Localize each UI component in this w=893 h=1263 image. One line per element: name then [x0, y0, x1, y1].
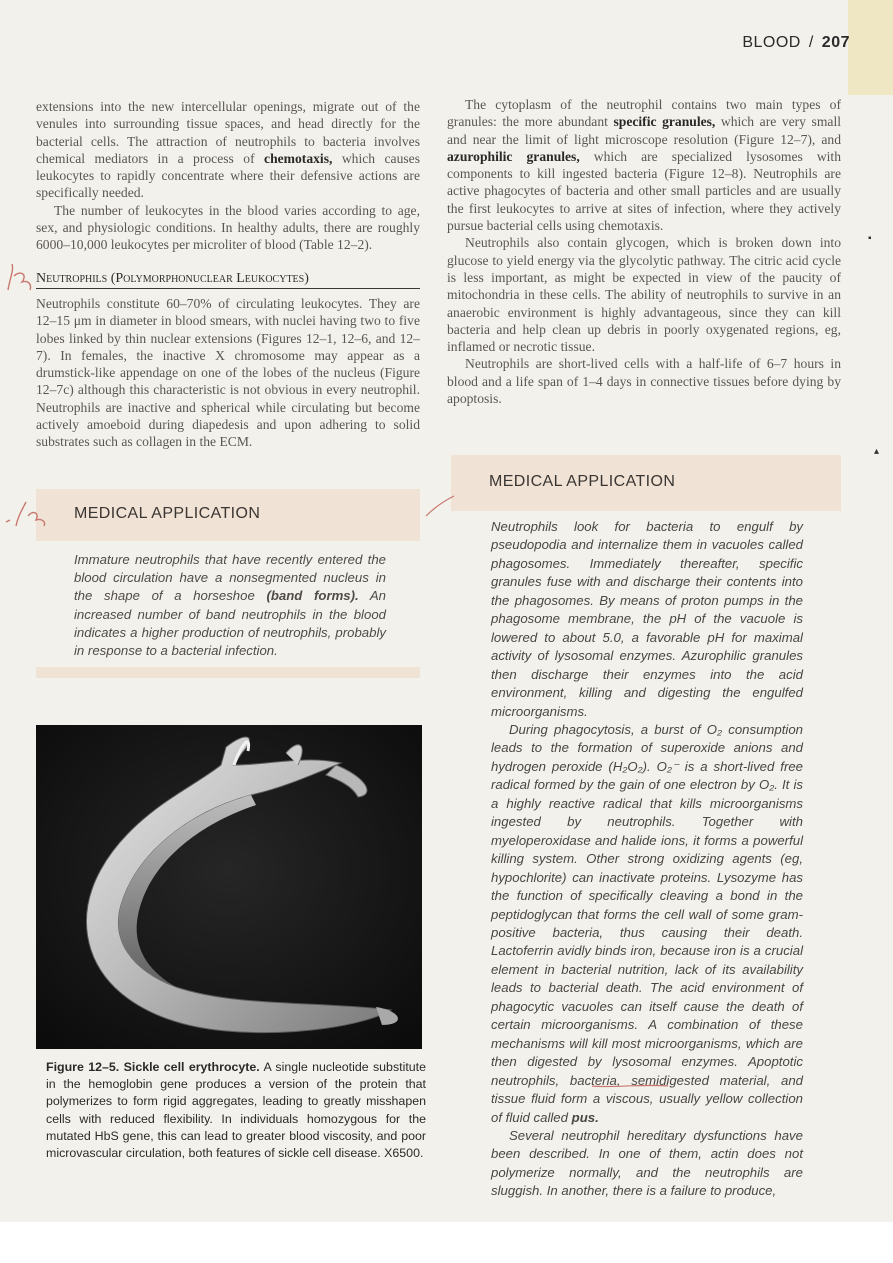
page-number: 207	[821, 34, 850, 51]
term-azurophilic-granules: azurophilic granules,	[447, 148, 580, 164]
paragraph: The number of leukocytes in the blood varies according to age, sex, and physiologic conditions. In healthy adults, there are roughly 6000–10,000 leukocytes per microliter of blood (Table 12–2).	[36, 202, 420, 253]
paragraph: Neutrophils constitute 60–70% of circulating leukocytes. They are 12–15 μm in diameter in blood smears, with nuclei having two to five lobes linked by thin nuclear extensions (Figures 12–1, 12–6, and 12–7). In females, the inactive X chromosome may appear as a drumstick-like appendage on one of the lobes of the nucleus (Figure 12–7c) although this characteristic is not obvious in every neutrophil. Neutrophils are inactive and spherical while circulating but become actively amoeboid during diapedesis and upon adhering to solid substrates such as collagen in the ECM.	[36, 295, 420, 450]
body-text: An increased number of band neutrophils in the blood indicates a higher production of neutrophils, probably in response to a bacterial infection.	[74, 588, 386, 659]
paragraph-text: which are specialized lysosomes with components to kill ingested bacteria (Figure 12–8). Neutrophils are active phagocytes of bacteria and other small particles and are usually the first leukocytes to arrive at sites of infection, where they actively pursue bacterial cells using chemotaxis.	[447, 148, 841, 234]
paragraph-text: which are very small and near the limit of light microscope resolution (Figure 12–7), and	[447, 114, 841, 147]
medical-application-title: MEDICAL APPLICATION	[74, 505, 261, 522]
term-chemotaxis: chemotaxis,	[264, 150, 333, 166]
margin-bullet: ▪	[868, 233, 872, 244]
page-bottom-margin	[0, 1222, 893, 1263]
medical-application-header	[36, 489, 420, 541]
paragraph	[447, 96, 841, 234]
paragraph-text: which causes leukocytes to rapidly concentrate where their defensive actions are specifically needed.	[36, 150, 420, 201]
handwritten-mark	[0, 492, 60, 536]
medical-application-header	[451, 455, 841, 511]
paragraph	[36, 98, 420, 202]
figure-caption	[46, 1059, 426, 1162]
paragraph-text: extensions into the new intercellular openings, migrate out of the venules into surrounding tissue spaces, and head directly for the bacterial cells. The attraction of neutrophils to bacteria involves chemical mediators in a process of	[36, 99, 420, 166]
medical-application-body	[491, 518, 803, 1201]
paragraph	[491, 721, 803, 1127]
handwritten-underline	[590, 1080, 670, 1090]
paragraph: Neutrophils are short-lived cells with a half-life of 6–7 hours in blood and a life span of 1–4 days in connective tissues before dying by apoptosis.	[447, 356, 841, 407]
paragraph-text: The cytoplasm of the neutrophil contains two main types of granules: the more abundant	[447, 97, 841, 130]
term-specific-granules: specific granules,	[613, 114, 716, 130]
running-header	[700, 34, 850, 52]
term-pus: pus.	[571, 1109, 599, 1125]
box-divider	[36, 667, 420, 678]
caption-text: A single nucleotide substitute in the hemoglobin gene produces a version of the protein that polymerizes to form rigid aggregates, leading to greatly misshapen cells with reduced flexibility. In individuals homozygous for the mutated HbS gene, this can lead to greater blood viscosity, and poor microvascular circulation, both features of sickle cell disease. X6500.	[46, 1060, 427, 1161]
right-column	[447, 96, 841, 407]
header-separator: /	[808, 34, 814, 51]
figure-title: Sickle cell erythrocyte.	[123, 1060, 260, 1074]
handwritten-mark	[0, 260, 40, 300]
medical-application-box	[36, 489, 420, 679]
margin-bullet: ▴	[874, 446, 880, 457]
sickle-cell-image	[36, 725, 422, 1049]
sickle-cell-micrograph	[36, 725, 422, 1049]
paragraph: Neutrophils also contain glycogen, which is broken down into glucose to yield energy via the glycolytic pathway. The citric acid cycle is less important, as might be expected in view of the paucity of mitochondria in these cells. The ability of neutrophils to survive in an anaerobic environment is highly advantageous, since they can kill bacteria and help clean up debris in poorly oxygenated regions, eg, inflamed or necrotic tissue.	[447, 235, 841, 355]
paragraph: Several neutrophil hereditary dysfunctions have been described. In one of them, actin does not polymerize normally, and the neutrophils are sluggish. In another, there is a failure to produce,	[491, 1127, 803, 1199]
header-section: BLOOD	[742, 34, 801, 51]
section-heading: Neutrophils (Polymorphonuclear Leukocytes)	[36, 270, 420, 289]
figure-label: Figure 12–5.	[46, 1060, 120, 1074]
paragraph-text: During phagocytosis, a burst of O₂ consumption leads to the formation of superoxide anions and hydrogen peroxide (H₂O₂). O₂⁻ is a short-lived free radical formed by the gain of one electron by O₂. It is a highly reactive radical that kills microorganisms ingested by neutrophils. Together with myeloperoxidase and halide ions, it forms a powerful killing system. Other strong oxidizing agents (eg, hypochlorite) can inactivate proteins. Lysozyme has the function of specifically cleaving a bond in the peptidoglycan that forms the cell wall of some gram-positive bacteria, thus causing their death. Lactoferrin avidly binds iron, because iron is a crucial element in bacterial nutrition, lack of its availability leads to bacterial death. The acid environment of phagocytic vacuoles can itself cause the death of certain microorganisms. A combination of these mechanisms will kill most microorganisms, which are then digested by lysosomal enzymes. Apoptotic neutrophils, bacteria, semidigested material, and tissue fluid form a viscous, usually yellow collection of fluid called	[491, 721, 803, 1125]
handwritten-mark	[420, 490, 460, 520]
body-text: Immature neutrophils that have recently entered the blood circulation have a nonsegmented nucleus in the shape of a horseshoe	[74, 552, 386, 604]
medical-application-box	[451, 455, 841, 515]
term-band-forms: (band forms).	[266, 588, 359, 604]
medical-application-title: MEDICAL APPLICATION	[489, 473, 676, 490]
left-column	[36, 98, 420, 451]
paragraph: Neutrophils look for bacteria to engulf by pseudopodia and internalize them in vacuoles called phagosomes. Immediately thereafter, specific granules fuse with and discharge their contents into the phagosomes. By means of proton pumps in the phagosome membrane, the pH of the vacuole is lowered to about 5.0, a favorable pH for maximal activity of lysosomal enzymes. Azurophilic granules then discharge their enzymes into the acid environment, killing and digesting the engulfed microorganisms.	[491, 519, 803, 719]
medical-application-body	[74, 551, 386, 660]
chapter-tab	[848, 0, 893, 95]
